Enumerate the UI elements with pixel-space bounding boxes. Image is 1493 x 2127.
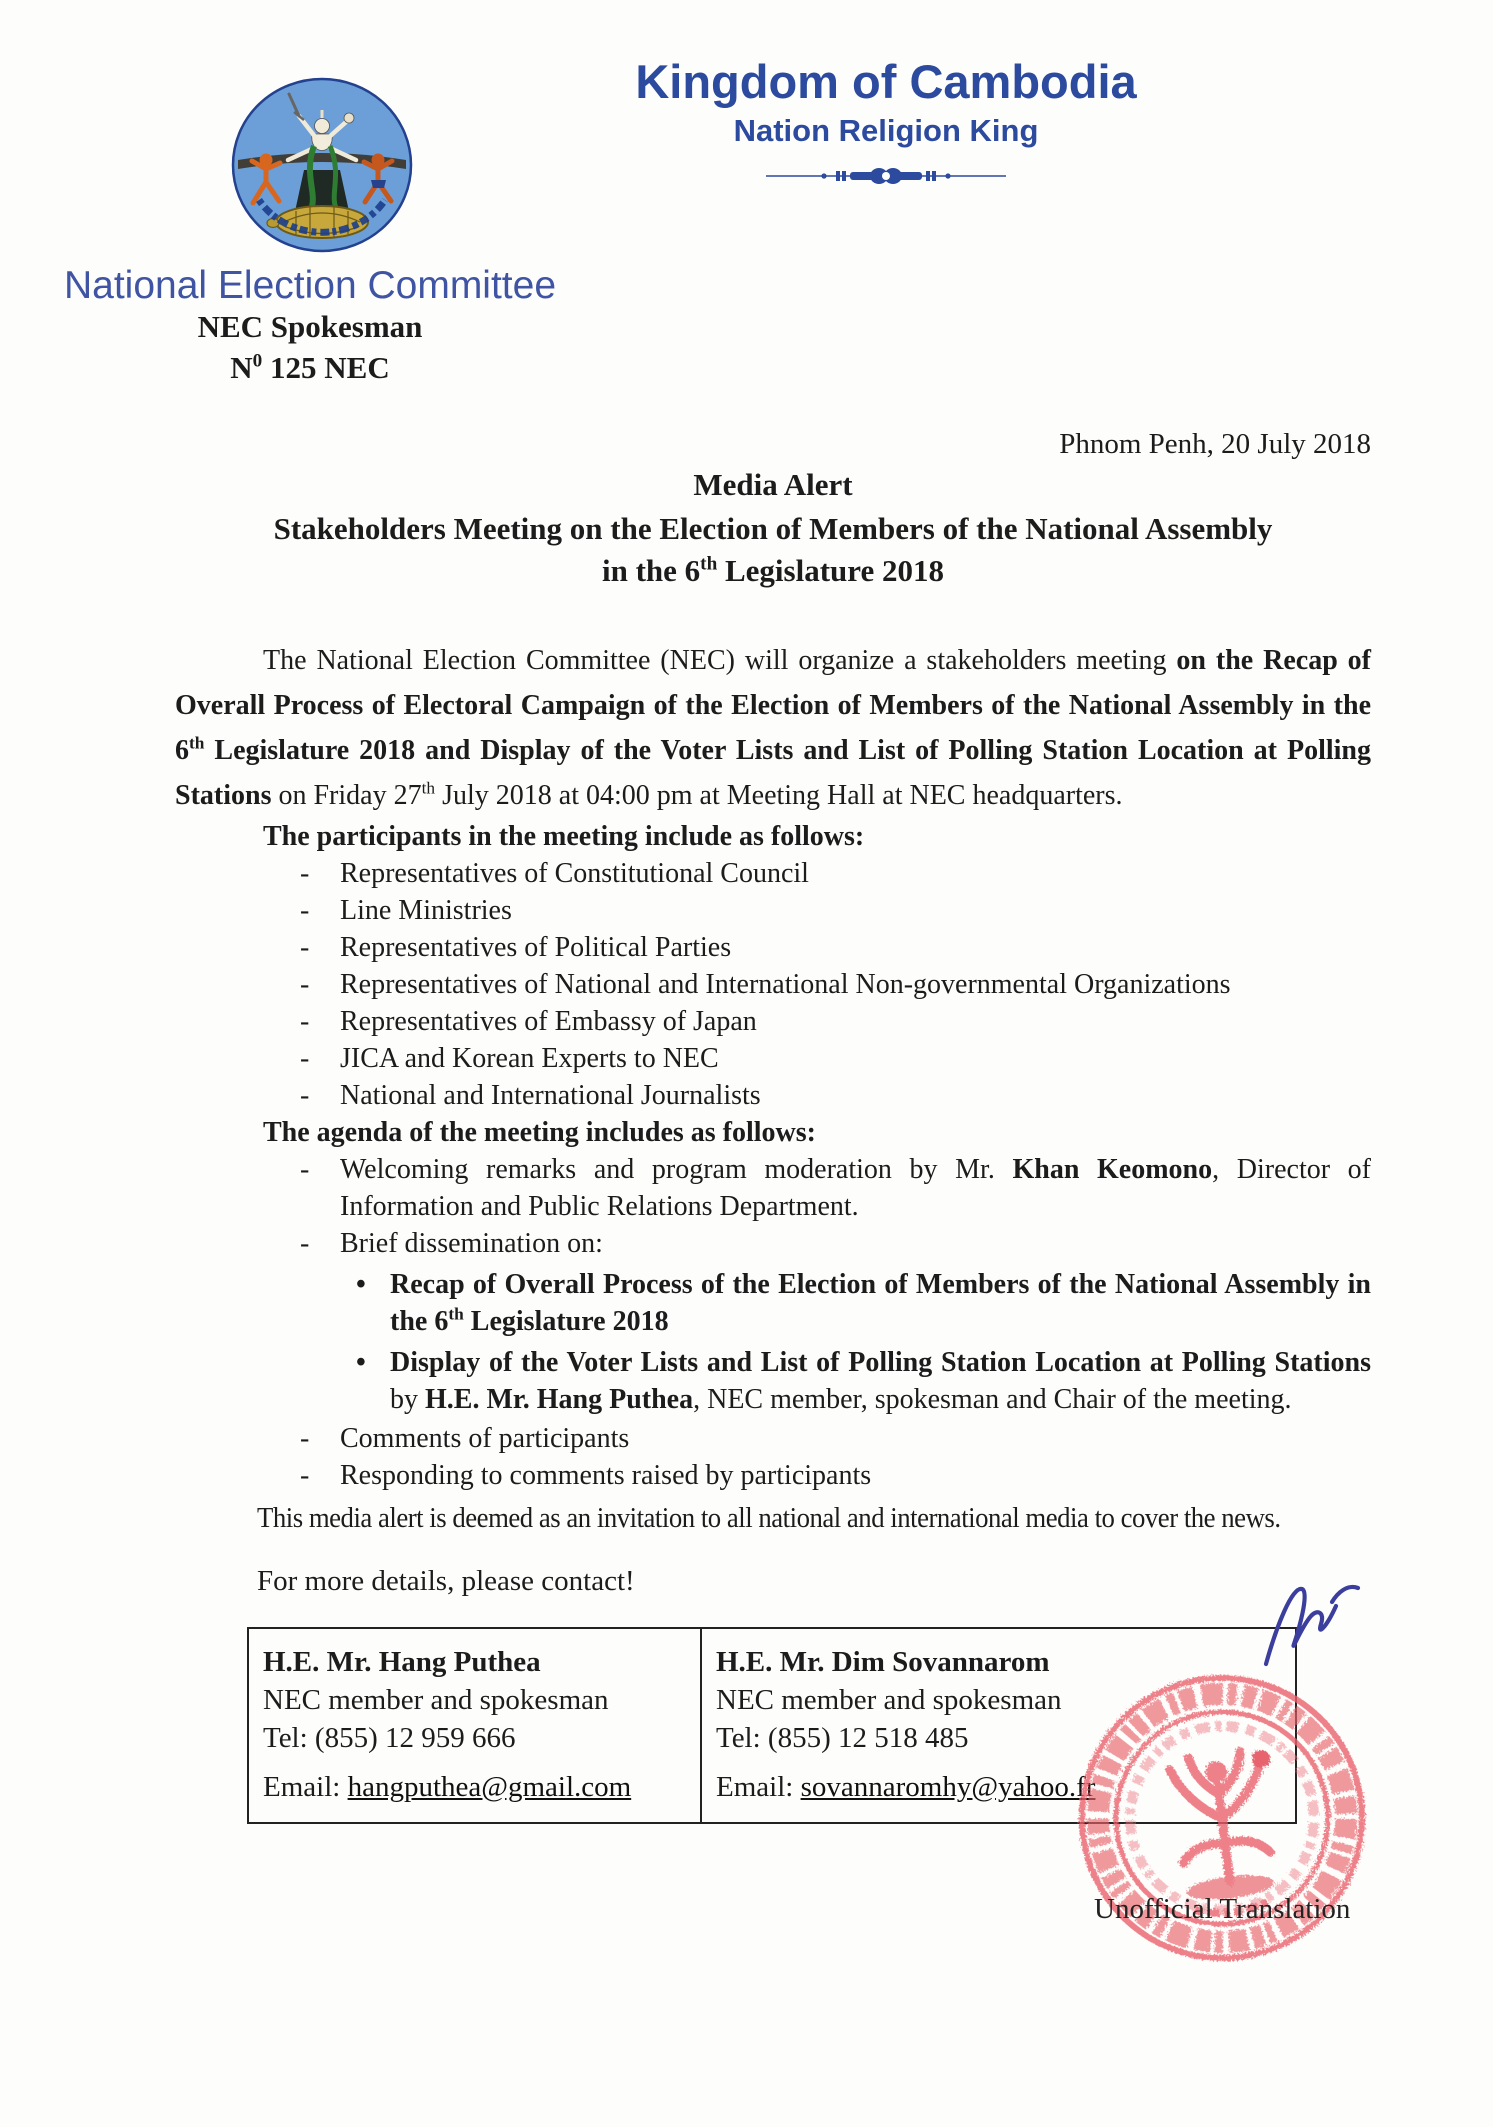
signature-icon bbox=[1256, 1576, 1366, 1672]
intro-seg5: July 2018 at 04:00 pm at Meeting Hall at NEC headquarters. bbox=[435, 780, 1123, 811]
committee-name: National Election Committee bbox=[63, 264, 557, 307]
title-l2-post: Legislature 2018 bbox=[717, 553, 944, 588]
ref-n: N bbox=[230, 350, 253, 385]
title-l2-sup: th bbox=[700, 553, 718, 575]
reference-number bbox=[60, 350, 560, 386]
dateline: Phnom Penh, 20 July 2018 bbox=[1059, 428, 1371, 460]
spokesman-line: NEC Spokesman bbox=[197, 309, 423, 344]
participant-item: - Representatives of National and International Non-governmental Organizations bbox=[300, 966, 1371, 1003]
contact-email-row bbox=[263, 1768, 690, 1806]
contact-role: NEC member and spokesman bbox=[263, 1684, 609, 1716]
bullet2-seg1: Display of the Voter Lists and List of Polling Station Location at Polling Stations bbox=[390, 1347, 1371, 1378]
contact-tel: Tel: (855) 12 518 485 bbox=[716, 1722, 969, 1754]
email-link[interactable]: hangputhea@gmail.com bbox=[347, 1771, 632, 1803]
agenda-item-brief: - Brief dissemination on: bbox=[300, 1225, 1371, 1262]
intro-paragraph bbox=[175, 638, 1371, 818]
invitation-note: This media alert is deemed as an invitation to all national and international media to cover the news. bbox=[257, 1503, 1281, 1534]
bullet1-seg1: Recap of Overall Process of the Election of Members of the National Assembly in the 6 bbox=[390, 1269, 1371, 1337]
intro-seg3: Legislature 2018 and Display of the Voter Lists and List of Polling Station Location at Polling Stations bbox=[175, 735, 1371, 811]
signature-ink bbox=[1256, 1576, 1366, 1672]
agenda-bullet-recap bbox=[356, 1266, 1371, 1340]
motto-line: Nation Religion King bbox=[733, 113, 1039, 148]
doc-type-title: Media Alert bbox=[693, 467, 853, 502]
ref-rest: 125 NEC bbox=[262, 350, 390, 385]
bullet1-sup: th bbox=[448, 1304, 464, 1324]
agenda-item-comments: - Comments of participants bbox=[300, 1420, 1371, 1457]
agenda-header: The agenda of the meeting includes as follows: bbox=[263, 1117, 816, 1148]
participant-item: - Representatives of Embassy of Japan bbox=[300, 1003, 1371, 1040]
intro-seg1: The National Election Committee (NEC) will organize a stakeholders meeting bbox=[263, 645, 1177, 676]
contact-name: H.E. Mr. Dim Sovannarom bbox=[716, 1646, 1050, 1678]
participant-item: - National and International Journalists bbox=[300, 1077, 1371, 1114]
title-l2-pre: in the 6 bbox=[601, 553, 701, 588]
participant-item: - JICA and Korean Experts to NEC bbox=[300, 1040, 1371, 1077]
doc-title-line1: Stakeholders Meeting on the Election of Members of the National Assembly bbox=[273, 511, 1273, 546]
bullet2-seg3: , NEC member, spokesman and Chair of the meeting. bbox=[693, 1384, 1292, 1415]
participants-header: The participants in the meeting include as follows: bbox=[263, 821, 865, 852]
nec-emblem-icon bbox=[226, 74, 418, 258]
document-body bbox=[175, 638, 1371, 1494]
kingdom-header bbox=[586, 56, 1186, 192]
contact-tel: Tel: (855) 12 959 666 bbox=[263, 1722, 516, 1754]
bullet1-seg2: Legislature 2018 bbox=[463, 1306, 669, 1337]
doc-title-line2 bbox=[175, 552, 1371, 590]
divider-icon bbox=[766, 165, 1006, 187]
agenda1-seg2: , Director of Information and Public Relations Department. bbox=[340, 1154, 1372, 1222]
ref-sup: 0 bbox=[252, 350, 263, 372]
bullet2-name: H.E. Mr. Hang Puthea bbox=[425, 1384, 694, 1415]
email-label: Email: bbox=[716, 1771, 801, 1803]
contact-intro: For more details, please contact! bbox=[257, 1565, 635, 1597]
agenda1-seg1: Welcoming remarks and program moderation by Mr. bbox=[340, 1154, 1013, 1185]
contact-role: NEC member and spokesman bbox=[716, 1684, 1062, 1716]
participant-item: - Line Ministries bbox=[300, 892, 1371, 929]
participant-item: - Representatives of Political Parties bbox=[300, 929, 1371, 966]
email-link[interactable]: sovannaromhy@yahoo.fr bbox=[800, 1771, 1096, 1803]
email-label: Email: bbox=[263, 1771, 348, 1803]
intro-seg4-sup: th bbox=[421, 778, 436, 798]
agenda-item-welcoming bbox=[300, 1151, 1371, 1225]
unofficial-translation-label: Unofficial Translation bbox=[1094, 1893, 1351, 1925]
bullet2-seg2: by bbox=[390, 1384, 425, 1415]
ornamental-divider bbox=[586, 165, 1186, 192]
participant-item: - Representatives of Constitutional Council bbox=[300, 855, 1371, 892]
agenda1-name: Khan Keomono bbox=[1012, 1154, 1213, 1185]
intro-seg2-sup: th bbox=[189, 733, 205, 753]
committee-block bbox=[60, 264, 560, 386]
title-block bbox=[175, 466, 1371, 590]
kingdom-title: Kingdom of Cambodia bbox=[635, 55, 1137, 108]
contact-name: H.E. Mr. Hang Puthea bbox=[263, 1646, 541, 1678]
contact-card bbox=[249, 1629, 702, 1822]
agenda-bullet-display bbox=[356, 1344, 1371, 1418]
intro-seg4: on Friday 27 bbox=[271, 780, 422, 811]
nec-emblem-logo bbox=[226, 74, 418, 258]
agenda-item-responding: - Responding to comments raised by participants bbox=[300, 1457, 1371, 1494]
intro-seg2: on the Recap of Overall Process of Electoral Campaign of the Election of Members of the National Assembly in the 6 bbox=[175, 645, 1371, 766]
